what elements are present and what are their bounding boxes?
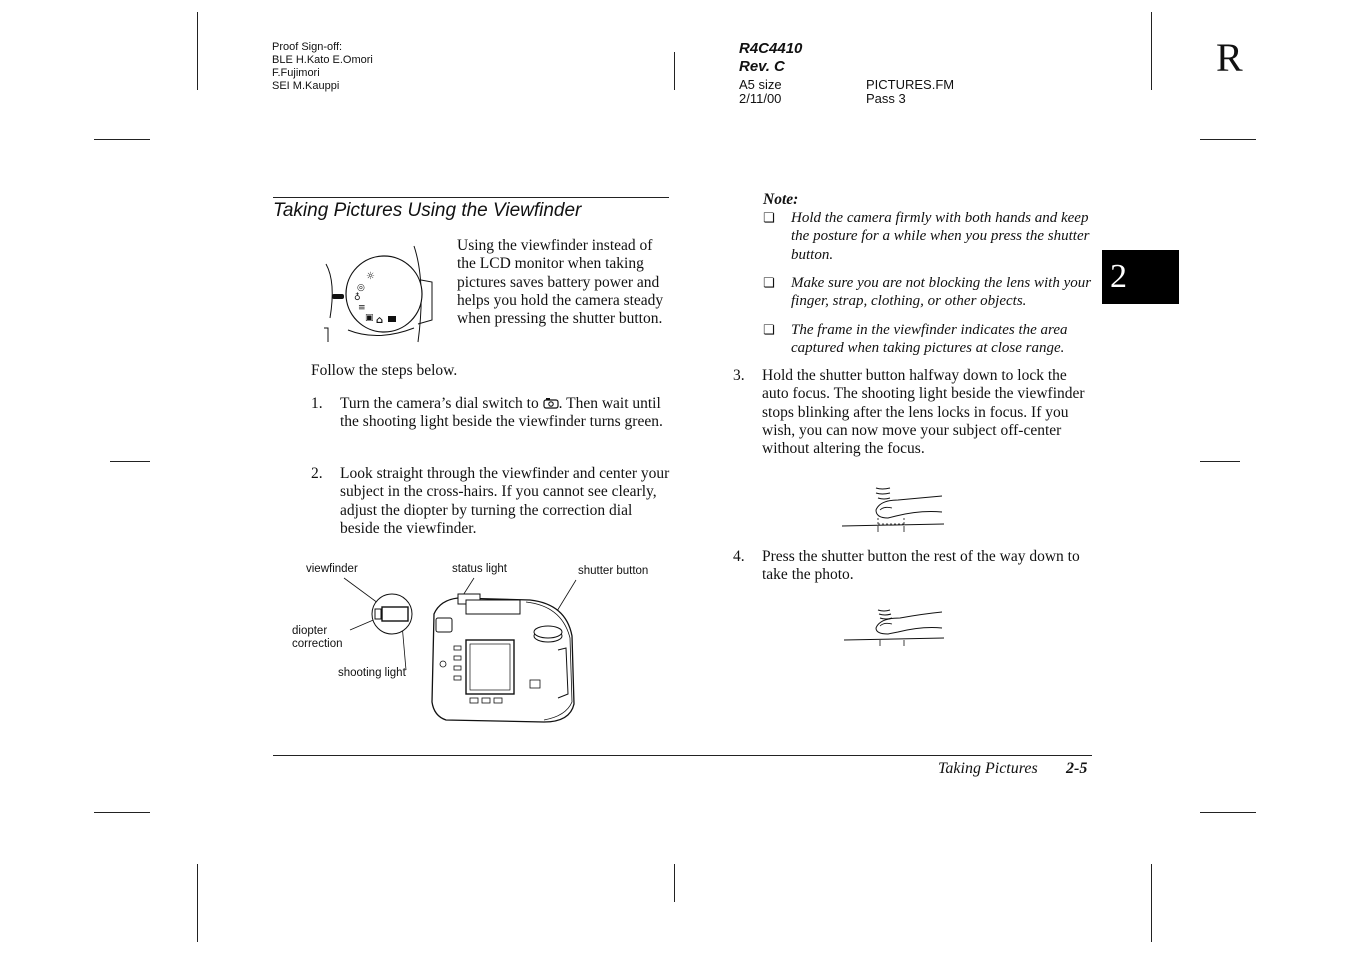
step-number: 3. bbox=[733, 367, 745, 384]
print-date: 2/11/00 bbox=[739, 91, 782, 106]
crop-mark bbox=[1200, 812, 1256, 813]
corner-letter: R bbox=[1216, 35, 1243, 80]
label-shooting-light: shooting light bbox=[338, 667, 406, 679]
label-correction: correction bbox=[292, 638, 343, 650]
crop-mark bbox=[674, 864, 675, 902]
footer-section-label: Taking Pictures bbox=[938, 760, 1038, 777]
svg-text:≡: ≡ bbox=[358, 303, 366, 313]
crop-mark bbox=[1151, 864, 1152, 942]
revision: Rev. C bbox=[739, 58, 785, 75]
chapter-tab: 2 bbox=[1102, 250, 1179, 304]
checkbox-glyph: ❏ bbox=[763, 211, 775, 226]
crop-mark bbox=[1151, 12, 1152, 90]
step-number: 2. bbox=[311, 465, 323, 482]
crop-mark bbox=[197, 864, 198, 942]
step-1-post: . Then wait until the shooting light beside the viewfinder turns green. bbox=[340, 395, 663, 431]
step-3-text: Hold the shutter button halfway down to lock the auto focus. The shooting light beside the viewfinder stops blinking after the lens locks in focus. If you wish, you can now move your subject off-center without altering the focus. bbox=[762, 367, 1085, 458]
note-item: The frame in the viewfinder indicates the area captured when taking pictures at close range. bbox=[791, 322, 1068, 357]
step-2-text: Look straight through the viewfinder and center your subject in the cross-hairs. If you cannot see clearly, adjust the diopter by turning the correction dial beside the viewfinder. bbox=[340, 465, 670, 537]
note-item: Hold the camera firmly with both hands and keep the posture for a while when you press the shutter button. bbox=[791, 210, 1090, 263]
follow-text: Follow the steps below. bbox=[311, 362, 458, 379]
pass-number: Pass 3 bbox=[866, 91, 906, 106]
label-status-light: status light bbox=[452, 563, 507, 575]
proof-signoff bbox=[272, 41, 373, 93]
step-number: 1. bbox=[311, 395, 323, 412]
crop-mark bbox=[1200, 461, 1240, 462]
intro-text: Using the viewfinder instead of the LCD monitor when taking pictures saves battery power and helps you hold the camera steady when pressing the shutter button. bbox=[457, 237, 664, 328]
finger-full-press-icon bbox=[842, 606, 946, 648]
document-code bbox=[739, 40, 802, 76]
crop-mark bbox=[94, 139, 150, 140]
footer-rule bbox=[273, 755, 1092, 756]
crop-mark bbox=[110, 461, 150, 462]
title-rule bbox=[273, 197, 669, 198]
step-1-pre: Turn the camera’s dial switch to bbox=[340, 395, 539, 412]
svg-text:▣: ▣ bbox=[365, 313, 374, 323]
svg-text:⌂: ⌂ bbox=[376, 315, 384, 326]
proof-line: BLE H.Kato E.Omori bbox=[272, 54, 373, 66]
step-4-text: Press the shutter button the rest of the way down to take the photo. bbox=[762, 548, 1080, 584]
svg-text:☼: ☼ bbox=[366, 271, 375, 282]
section-title: Taking Pictures Using the Viewfinder bbox=[273, 200, 582, 221]
crop-mark bbox=[1200, 139, 1256, 140]
crop-mark bbox=[674, 52, 675, 90]
file-name: PICTURES.FM bbox=[866, 77, 955, 92]
note-item: Make sure you are not blocking the lens with your finger, strap, clothing, or other objects. bbox=[791, 275, 1092, 310]
svg-text:♁: ♁ bbox=[354, 293, 361, 303]
proof-line: F.Fujimori bbox=[272, 67, 320, 79]
camera-mode-icon bbox=[543, 397, 559, 409]
label-viewfinder: viewfinder bbox=[306, 563, 358, 575]
code-number: R4C4410 bbox=[739, 40, 803, 57]
dial-switch-icon bbox=[318, 242, 444, 346]
label-shutter-button: shutter button bbox=[578, 565, 649, 577]
checkbox-glyph: ❏ bbox=[763, 276, 775, 291]
step-1-text bbox=[340, 395, 668, 432]
proof-line: SEI M.Kauppi bbox=[272, 80, 340, 92]
crop-mark bbox=[94, 812, 150, 813]
camera-back-icon bbox=[330, 576, 580, 728]
proof-line: Proof Sign-off: bbox=[272, 41, 343, 53]
note-title: Note: bbox=[763, 191, 799, 208]
finger-half-press-icon bbox=[840, 484, 946, 538]
checkbox-glyph: ❏ bbox=[763, 323, 775, 338]
page-number: 2-5 bbox=[1066, 760, 1088, 777]
step-number: 4. bbox=[733, 548, 745, 565]
svg-text:◎: ◎ bbox=[357, 283, 365, 293]
crop-mark bbox=[197, 12, 198, 90]
paper-size: A5 size bbox=[739, 77, 782, 92]
label-diopter: diopter bbox=[292, 625, 328, 637]
